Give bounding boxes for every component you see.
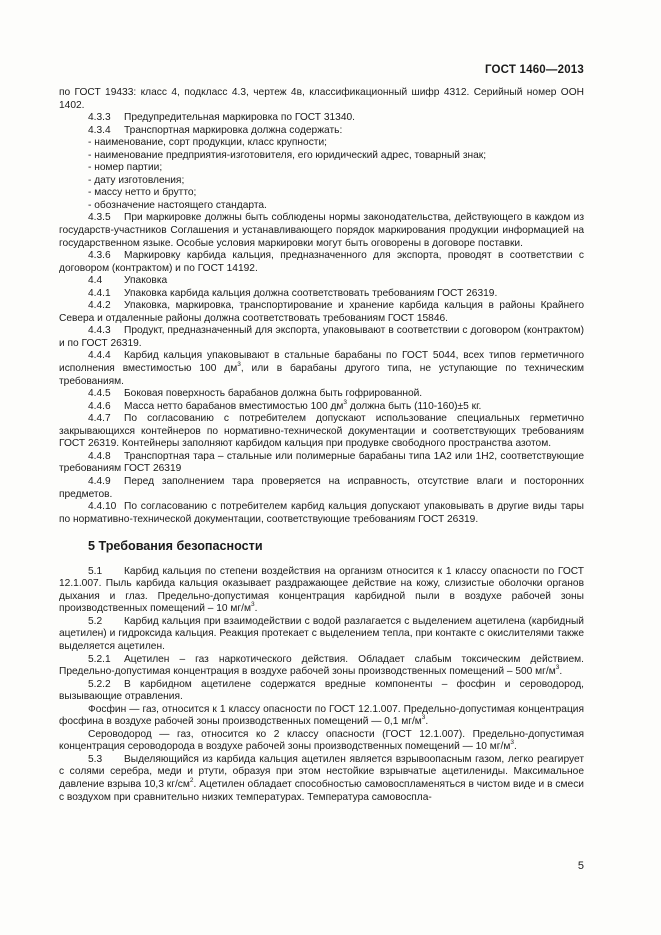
section-heading: 5 Требования безопасности xyxy=(88,539,263,554)
paragraph: по ГОСТ 19433: класс 4, подкласс 4.3, чертеж 4в, классификационный шифр 4312. Серийный номер ООН 1402. xyxy=(59,87,584,111)
clause-4-3-3: 4.3.3 Предупредительная маркировка по ГОСТ 31340. xyxy=(88,112,356,124)
clause-4-4-2: 4.4.2 Упаковка, маркировка, транспортирование и хранение карбида кальция в районы Крайнего Севера и отдаленные районы должна соответствовать требованиям ГОСТ 15846. xyxy=(59,300,584,324)
clause-4-3-4: 4.3.4 Транспортная маркировка должна содержать: xyxy=(88,124,343,136)
clause-5-2-2: 5.2.2 В карбидном ацетилене содержатся вредные компоненты – фосфин и сероводород, вызывающие отравления. xyxy=(59,678,584,703)
list-item: - наименование предприятия-изготовителя, его юридический адрес, товарный знак; xyxy=(88,149,487,161)
clause-4-3-5: 4.3.5 При маркировке должны быть соблюдены нормы законодательства, действующего в каждом из государств-участников Соглашения и устанавливающего порядок маркирования продукции информацией на государственном языке. Особые условия маркировки могут быть оговорены в договоре поставки. xyxy=(59,212,584,249)
clause-5-1: 5.1 Карбид кальция по степени воздействия на организм относится к 1 классу опасности по ГОСТ 12.1.007. Пыль карбида кальция оказывает раздражающее действие на кожу, слизистые оболочки органов дыхания и глаз. Предельно-допустимая концентрация карбидной пыли в воздухе рабочей зоны производственных помещений – 10 $мг/м^3$. xyxy=(59,565,584,615)
list-item: - массу нетто и брутто; xyxy=(88,187,197,199)
clause-4-4-4: 4.4.4 Карбид кальция упаковывают в стальные барабаны по ГОСТ 5044, всех типов герметичного исполнения вместимостью 100 $дм^3$, или в барабаны другого типа, не уступающие по техническим требованиям. xyxy=(59,350,585,387)
list-item: - обозначение настоящего стандарта. xyxy=(88,199,267,211)
clause-5-2: 5.2 Карбид кальция при взаимодействии с водой разлагается с выделением ацетилена (карбидный ацетилен) и гидроксида кальция. Реакция протекает с выделением тепла, при контакте с окислителями также выделяется ацетилен. xyxy=(59,615,584,652)
clause-4-4-1: 4.4.1 Упаковка карбида кальция должна соответствовать требованиям ГОСТ 26319. xyxy=(88,287,498,299)
clause-4-4-5: 4.4.5 Боковая поверхность барабанов должна быть гофрированной. xyxy=(88,388,423,400)
clause-4-4-6: 4.4.6 Масса нетто барабанов вместимостью 100 $дм^3$ должна быть (110-160)±5 кг. xyxy=(88,398,482,412)
list-item: - номер партии; xyxy=(88,162,163,174)
list-item: - дату изготовления; xyxy=(88,174,185,186)
paragraph-phosphine: Фосфин — газ, относится к 1 классу опасности по ГОСТ 12.1.007. Предельно-допустимая концентрация фосфина в воздухе рабочей зоны производственных помещений — 0,1 $мг/м^3$. xyxy=(59,703,584,728)
clause-4-4-8: 4.4.8 Транспортная тара – стальные или полимерные барабаны типа 1А2 или 1Н2, соответствующие требованиям ГОСТ 26319 xyxy=(59,450,584,475)
clause-4-4-3: 4.4.3 Продукт, предназначенный для экспорта, упаковывают в соответствии с договором (контрактом) и по ГОСТ 26319. xyxy=(59,325,584,349)
clause-4-4-10: 4.4.10 По согласованию с потребителем карбид кальция допускают упаковывать в другие виды тары по нормативно-технической документации, соответствующие требованиям ГОСТ 26319. xyxy=(59,501,584,525)
clause-4-4-9: 4.4.9 Перед заполнением тара проверяется на исправность, отсутствие влаги и посторонних предметов. xyxy=(59,475,584,500)
doc-code-header: ГОСТ 1460—2013 xyxy=(484,64,584,76)
clause-5-3: 5.3 Выделяющийся из карбида кальция ацетилен является взрывоопасным газом, легко реагирует с солями серебра, меди и ртути, образуя при этом нестойкие взрывчатые ацетилениды. Максимальное давление взрыва 10,3 $кг/см^2$. Ацетилен обладает способностью самовоспламеняться в чистом виде и в смеси с воздухом при сравнительно низких температурах. Температура самовоспла- xyxy=(59,753,584,803)
paragraph-hydrogen-sulfide: Сероводород — газ, относится ко 2 классу опасности (ГОСТ 12.1.007). Предельно-допустимая концентрация сероводорода в воздухе рабочей зоны производственных помещений — 10 $мг/м^3$. xyxy=(59,728,584,753)
page-number: 5 xyxy=(577,860,584,872)
document-body xyxy=(59,87,584,804)
clause-4-3-6: 4.3.6 Маркировку карбида кальция, предназначенного для экспорта, проводят в соответствии с договором (контрактом) и по ГОСТ 14192. xyxy=(59,250,584,274)
list-item: - наименование, сорт продукции, класс крупности; xyxy=(88,137,327,149)
clause-5-2-1: 5.2.1 Ацетилен – газ наркотического действия. Обладает слабым токсическим действием. Предельно-допустимая концентрация в воздухе рабочей зоны производственных помещений – 500 $мг/м^3$. xyxy=(59,653,584,678)
clause-4-4-7: 4.4.7 По согласованию с потребителем допускают использование специальных герметично закрывающихся контейнеров по нормативно-технической документации и соответствующих требованиям ГОСТ 26319. Контейнеры заполняют карбидом кальция при продувке свободного пространства азотом. xyxy=(59,413,584,450)
clause-4-4: 4.4 Упаковка xyxy=(88,275,168,287)
